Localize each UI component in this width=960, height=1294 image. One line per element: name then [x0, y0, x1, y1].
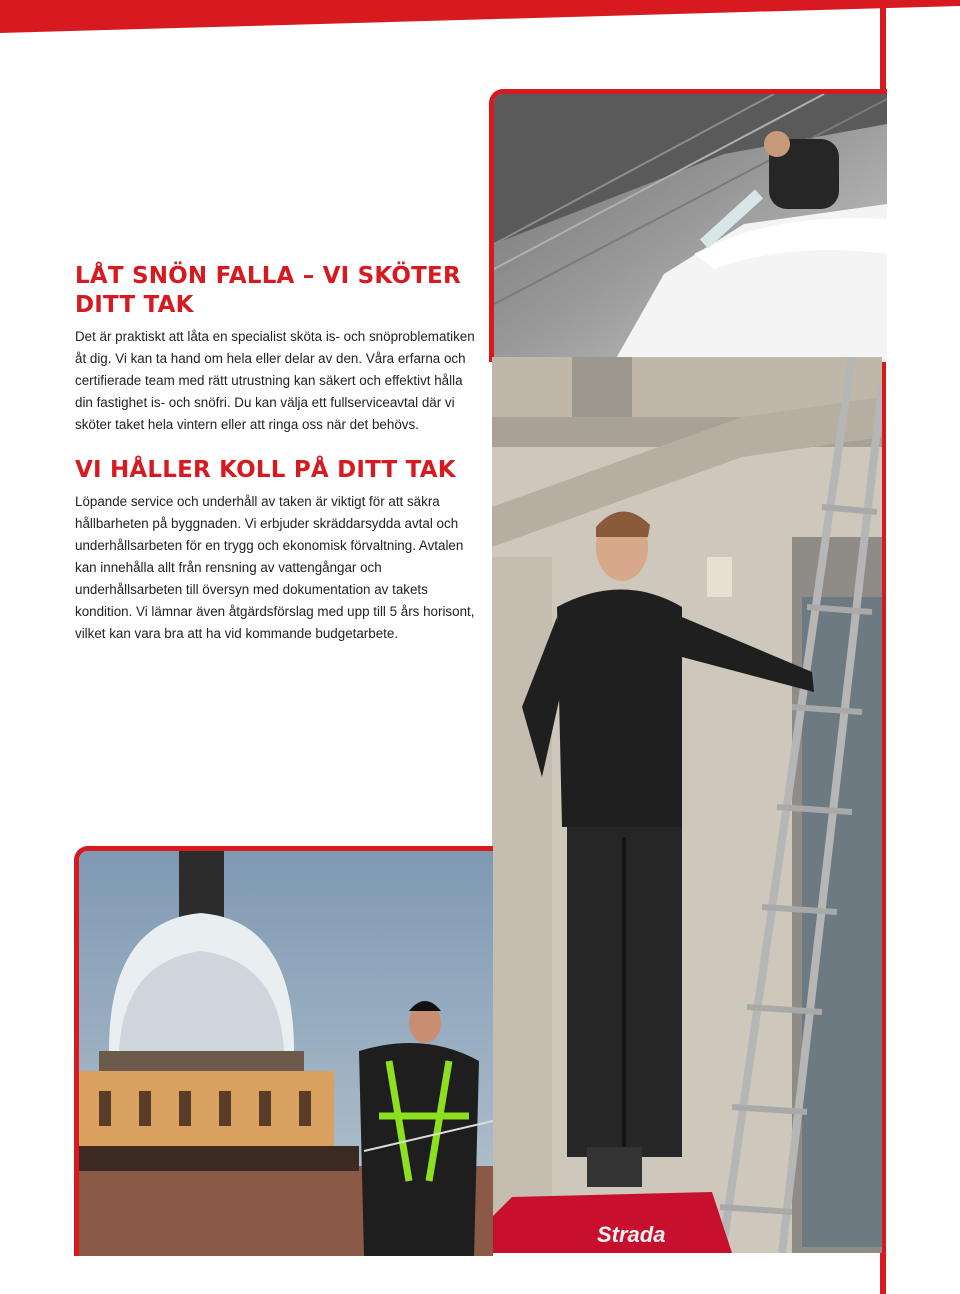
- text-column: [75, 262, 475, 645]
- maintenance-heading: VI HÅLLER KOLL PÅ DITT TAK: [75, 457, 456, 483]
- section-maintenance: [75, 456, 475, 645]
- ladder-worker-image: [492, 357, 882, 1253]
- top-red-band: [0, 0, 960, 34]
- snow-body-text: Det är praktiskt att låta en specialist sköta is- och snöproblematiken åt dig. Vi kan ta hand om hela eller delar av den. Våra erfarna och certifierade team med rätt utrustning kan säkert och effektivt hålla din fastighet is- och snöfri. Du kan välja ett fullserviceavtal där vi sköter taket hela vintern eller att ringa oss när det behövs.: [75, 329, 475, 432]
- snow-heading: LÅT SNÖN FALLA – VI SKÖTER DITT TAK: [75, 263, 461, 318]
- dome-worker-image: [79, 851, 493, 1256]
- lift-brand-label: Strada: [597, 1222, 666, 1247]
- photo-snow-shoveling: [489, 89, 887, 362]
- photo-ladder-worker: [492, 357, 882, 1253]
- snow-shoveling-image: [494, 94, 887, 362]
- photo-dome-worker: [74, 846, 493, 1256]
- red-band-shape: [0, 0, 960, 34]
- section-snow: [75, 262, 475, 436]
- maintenance-body-text: Löpande service och underhåll av taken är viktigt för att säkra hållbarheten på byggnaden. Vi erbjuder skräddarsydda avtal och underhållsarbeten för en trygg och ekonomisk förvaltning. Avtalen kan innehålla allt från rensning av vattengångar och underhållsarbeten till översyn med dokumentation av takets kondition. Vi lämnar även åtgärdsförslag med upp till 5 års horisont, vilket kan vara bra att ha vid kommande budgetarbete.: [75, 494, 475, 641]
